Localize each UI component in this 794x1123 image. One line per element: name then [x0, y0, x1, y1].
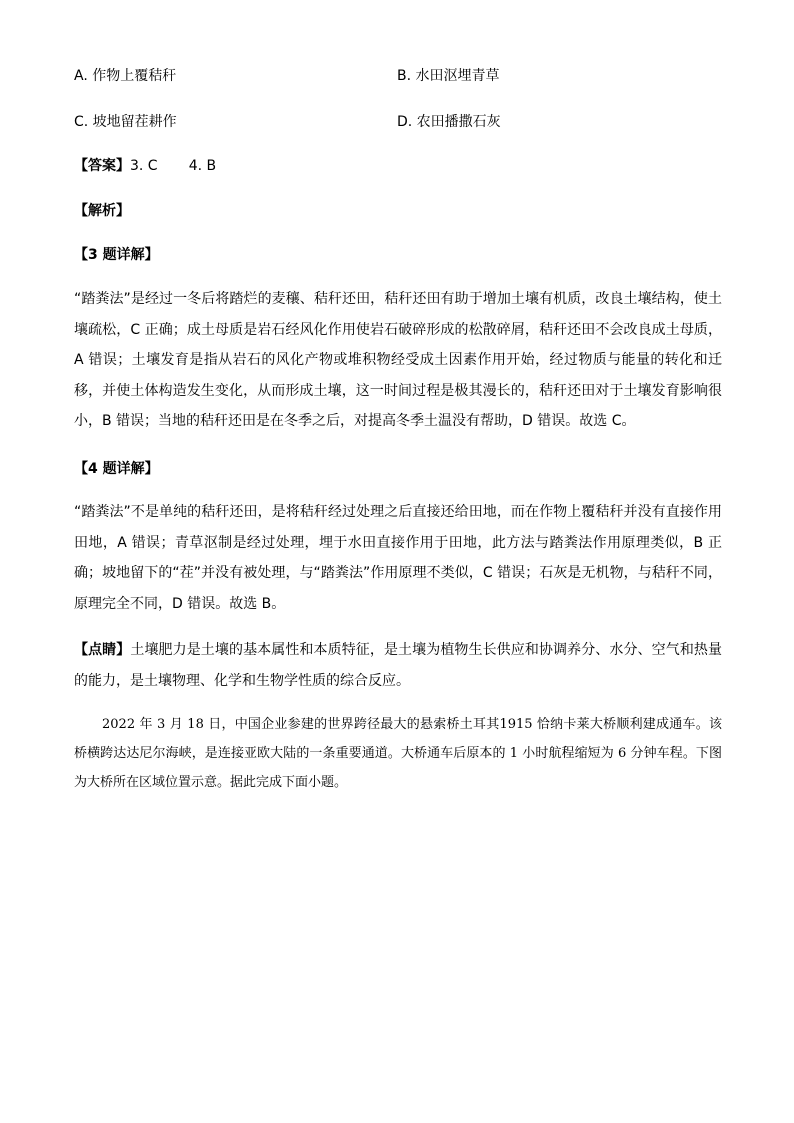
option-c: C. 坡地留茬耕作 — [74, 114, 177, 130]
q3-heading: 【3 题详解】 — [74, 247, 159, 263]
q4-heading: 【4 题详解】 — [74, 461, 159, 477]
answer-tag: 【答案】 — [74, 158, 130, 174]
q3-explanation — [74, 284, 722, 437]
answer-line — [74, 157, 216, 175]
answer-value: 3. C 4. B — [130, 158, 217, 174]
tip-tag: 【点睛】 — [74, 642, 131, 658]
q4-explanation — [74, 497, 722, 619]
analysis-heading: 【解析】 — [74, 203, 130, 219]
option-b: B. 水田沤埋青草 — [397, 68, 500, 84]
option-d: D. 农田播撒石灰 — [397, 114, 501, 130]
q3-text: “踏粪法”是经过一冬后将踏烂的麦穰、秸秆还田，秸秆还田有助于增加土壤有机质，改良土壤结构，使土壤疏松，C 正确；成土母质是岩石经风化作用使岩石破碎形成的松散碎屑，秸秆还田不会改良成土母质，A 错误；土壤发育是指从岩石的风化产物或堆积物经受成土因素作用开始，经过物质与能量的转化和迁移，并使土体构造发生变化，从而形成土壤，这一时间过程是极其漫长的，秸秆还田对于土壤发育影响很小，B 错误；当地的秸秆还田是在冬季之后，对提高冬季土温没有帮助，D 错误。故选 C。 — [74, 291, 722, 429]
question-intro: 2022 年 3 月 18 日，中国企业参建的世界跨径最大的悬索桥土耳其1915 恰纳卡莱大桥顺利建成通车。该桥横跨达达尼尔海峡，是连接亚欧大陆的一条重要通道。大桥通车后原本的 1 小时航程缩短为 6 分钟车程。下图为大桥所在区域位置示意。据此完成下面小题。 — [74, 717, 722, 790]
tip-text: 土壤肥力是土壤的基本属性和本质特征，是土壤为植物生长供应和协调养分、水分、空气和热量的能力，是土壤物理、化学和生物学性质的综合反应。 — [74, 642, 723, 689]
option-a: A. 作物上覆秸秆 — [74, 68, 177, 84]
tip-paragraph — [74, 635, 722, 696]
q4-text: “踏粪法”不是单纯的秸秆还田，是将秸秆经过处理之后直接还给田地，而在作物上覆秸秆并没有直接作用田地，A 错误；青草沤制是经过处理，埋于水田直接作用于田地，此方法与踏粪法作用原理类似，B 正确；坡地留下的“茬”并没有被处理，与“踏粪法”作用原理不类似，C 错误；石灰是无机物，与秸秆不同，原理完全不同，D 错误。故选 B。 — [74, 504, 722, 612]
